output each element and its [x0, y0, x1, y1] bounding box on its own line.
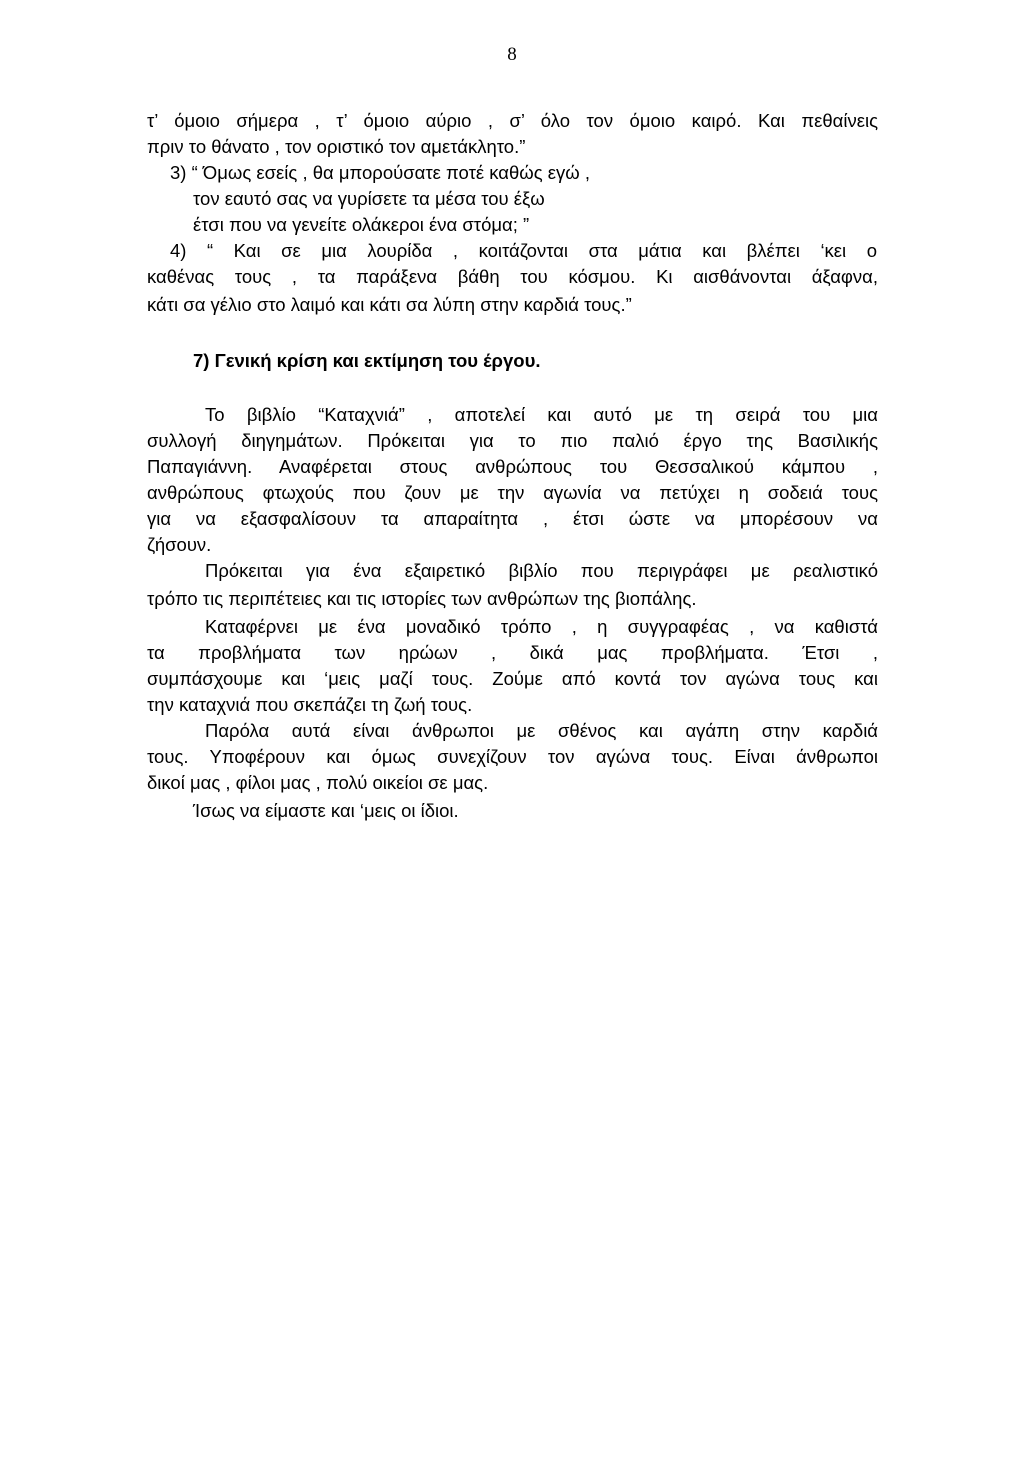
text-line: τον εαυτό σας να γυρίσετε τα μέσα του έξω: [193, 188, 545, 209]
text-line: Καταφέρνει με ένα μοναδικό τρόπο , η συγγραφέας , να καθιστά: [205, 616, 878, 637]
text-line: κάτι σα γέλιο στο λαιμό και κάτι σα λύπη στην καρδιά τους.”: [147, 294, 632, 315]
text-line: Παπαγιάννη. Αναφέρεται στους ανθρώπους του Θεσσαλικού κάμπου ,: [147, 456, 878, 477]
text-line: τα προβλήματα των ηρώων , δικά μας προβλήματα. Έτσι ,: [147, 642, 878, 663]
text-line: Παρόλα αυτά είναι άνθρωποι με σθένος και αγάπη στην καρδιά: [205, 720, 878, 741]
text-line: την καταχνιά που σκεπάζει τη ζωή τους.: [147, 694, 473, 715]
text-line: καθένας τους , τα παράξενα βάθη του κόσμου. Κι αισθάνονται άξαφνα,: [147, 266, 878, 287]
text-line: Το βιβλίο “Καταχνιά” , αποτελεί και αυτό με τη σειρά του μια: [205, 404, 878, 425]
text-line: για να εξασφαλίσουν τα απαραίτητα , έτσι ώστε να μπορέσουν να: [147, 508, 878, 529]
text-line: τ’ όμοιο σήμερα , τ’ όμοιο αύριο , σ’ όλο τον όμοιο καιρό. Και πεθαίνεις: [147, 110, 878, 131]
text-line: δικοί μας , φίλοι μας , πολύ οικείοι σε μας.: [147, 772, 489, 793]
text-line: έτσι που να γενείτε ολάκεροι ένα στόμα; ”: [193, 214, 530, 235]
text-line: Ίσως να είμαστε και ‘μεις οι ίδιοι.: [193, 800, 459, 821]
text-line: 4) “ Και σε μια λουρίδα , κοιτάζονται στα μάτια και βλέπει ‘κει ο: [170, 240, 877, 261]
text-line: 3) “ Όμως εσείς , θα μπορούσατε ποτέ καθώς εγώ ,: [170, 162, 590, 183]
text-line: ανθρώπους φτωχούς που ζουν με την αγωνία να πετύχει η σοδειά τους: [147, 482, 878, 503]
text-line: τρόπο τις περιπέτειες και τις ιστορίες των ανθρώπων της βιοπάλης.: [147, 588, 697, 609]
text-line: τους. Υποφέρουν και όμως συνεχίζουν τον αγώνα τους. Είναι άνθρωποι: [147, 746, 878, 767]
section-heading: 7) Γενική κρίση και εκτίμηση του έργου.: [193, 350, 541, 371]
text-line: ζήσουν.: [147, 534, 212, 555]
text-line: Πρόκειται για ένα εξαιρετικό βιβλίο που περιγράφει με ρεαλιστικό: [205, 560, 878, 581]
text-line: συμπάσχουμε και ‘μεις μαζί τους. Ζούμε από κοντά τον αγώνα τους και: [147, 668, 878, 689]
text-line: πριν το θάνατο , τον οριστικό τον αμετάκλητο.”: [147, 136, 526, 157]
text-line: συλλογή διηγημάτων. Πρόκειται για το πιο παλιό έργο της Βασιλικής: [147, 430, 878, 451]
page-number: 8: [507, 44, 517, 65]
